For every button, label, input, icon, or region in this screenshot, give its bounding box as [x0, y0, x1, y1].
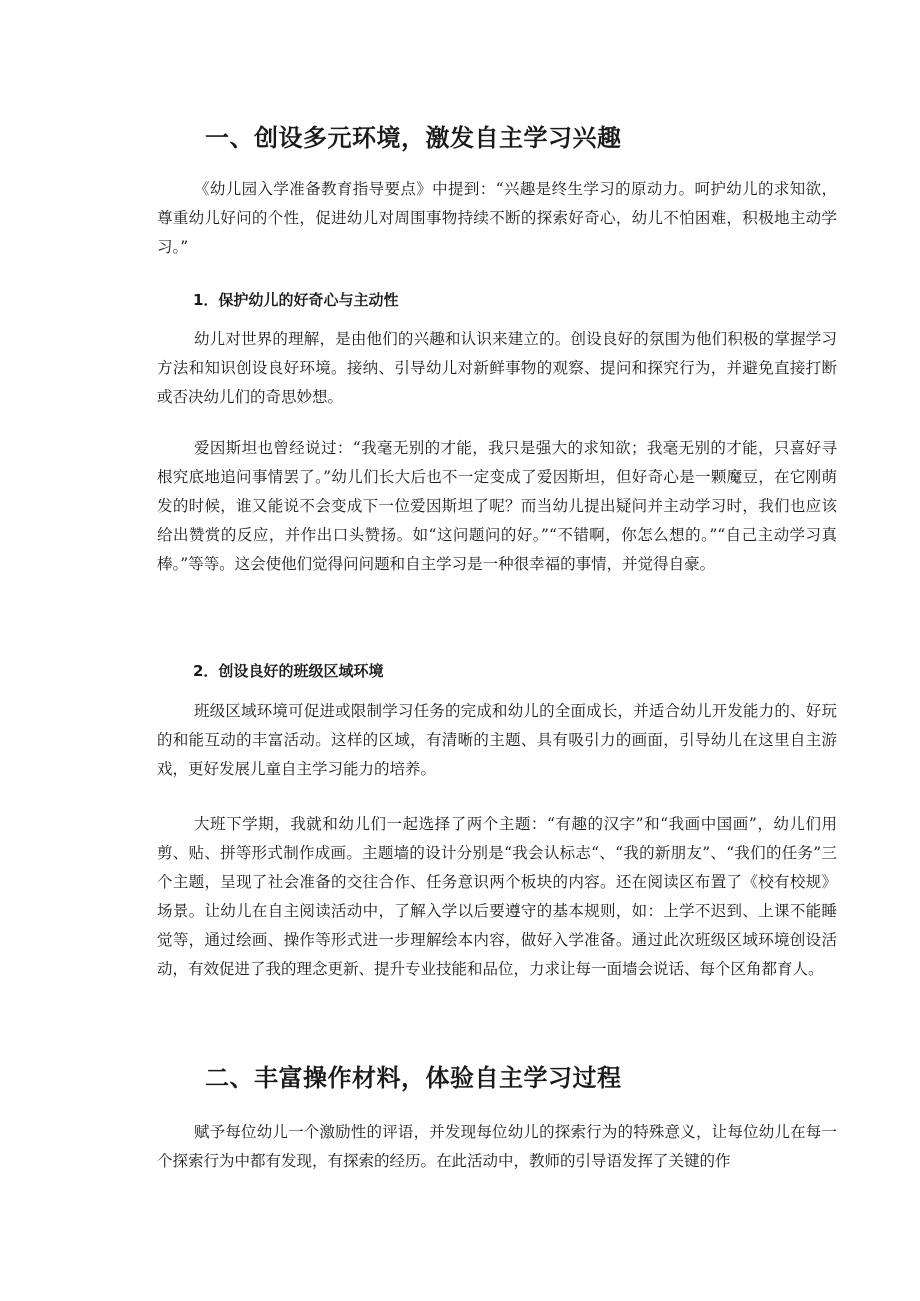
- subsection-2-paragraph-1: 班级区域环境可促进或限制学习任务的完成和幼儿的全面成长，并适合幼儿开发能力的、好玩的和能互动的丰富活动。这样的区域，有清晰的主题、具有吸引力的画面，引导幼儿在这里自主游戏，更好发展儿童自主学习能力的培养。: [157, 702, 837, 778]
- section-2-paragraph: 赋予每位幼儿一个激励性的评语，并发现每位幼儿的探索行为的特殊意义，让每位幼儿在每一个探索行为中都有发现，有探索的经历。在此活动中，教师的引导语发挥了关键的作: [157, 1123, 837, 1170]
- subsection-1-paragraph-2: 爱因斯坦也曾经说过：“我毫无别的才能，我只是强大的求知欲；我毫无别的才能，只喜好寻根究底地追问事情罢了。”幼儿们长大后也不一定变成了爱因斯坦，但好奇心是一颗魔豆，在它刚萌发的时候，谁又能说不会变成下一位爱因斯坦了呢？而当幼儿提出疑问并主动学习时，我们也应该给出赞赏的反应，并作出口头赞扬。如“这问题问的好。”“不错啊，你怎么想的。”“自己主动学习真棒。”等等。这会使他们觉得问问题和自主学习是一种很幸福的事情，并觉得自豪。: [157, 439, 837, 573]
- section-1-heading: 一、创设多元环境，激发自主学习兴趣: [205, 124, 622, 152]
- subsection-1-title: 1．保护幼儿的好奇心与主动性: [193, 291, 399, 309]
- subsection-2-paragraph-2: 大班下学期，我就和幼儿们一起选择了两个主题：“有趣的汉字”和“我画中国画”，幼儿们用剪、贴、拼等形式制作成画。主题墙的设计分别是“我会认标志“、“我的新朋友”、“我们的任务”三个主题，呈现了社会准备的交往合作、任务意识两个板块的内容。还在阅读区布置了《校有校规》场景。让幼儿在自主阅读活动中，了解入学以后要遵守的基本规则，如：上学不迟到、上课不能睡觉等，通过绘画、操作等形式进一步理解绘本内容，做好入学准备。通过此次班级区域环境创设活动，有效促进了我的理念更新、提升专业技能和品位，力求让每一面墙会说话、每个区角都育人。: [157, 815, 837, 978]
- subsection-2-title: 2．创设良好的班级区域环境: [193, 662, 384, 680]
- section-1-intro-paragraph: 《幼儿园入学准备教育指导要点》中提到：“兴趣是终生学习的原动力。呵护幼儿的求知欲，尊重幼儿好问的个性，促进幼儿对周围事物持续不断的探索好奇心，幼儿不怕困难，积极地主动学习。”: [157, 180, 837, 256]
- subsection-1-paragraph-1: 幼儿对世界的理解，是由他们的兴趣和认识来建立的。创设良好的氛围为他们积极的掌握学习方法和知识创设良好环境。接纳、引导幼儿对新鲜事物的观察、提问和探究行为，并避免直接打断或否决幼儿们的奇思妙想。: [157, 330, 837, 406]
- section-2-heading: 二、丰富操作材料，体验自主学习过程: [205, 1064, 622, 1092]
